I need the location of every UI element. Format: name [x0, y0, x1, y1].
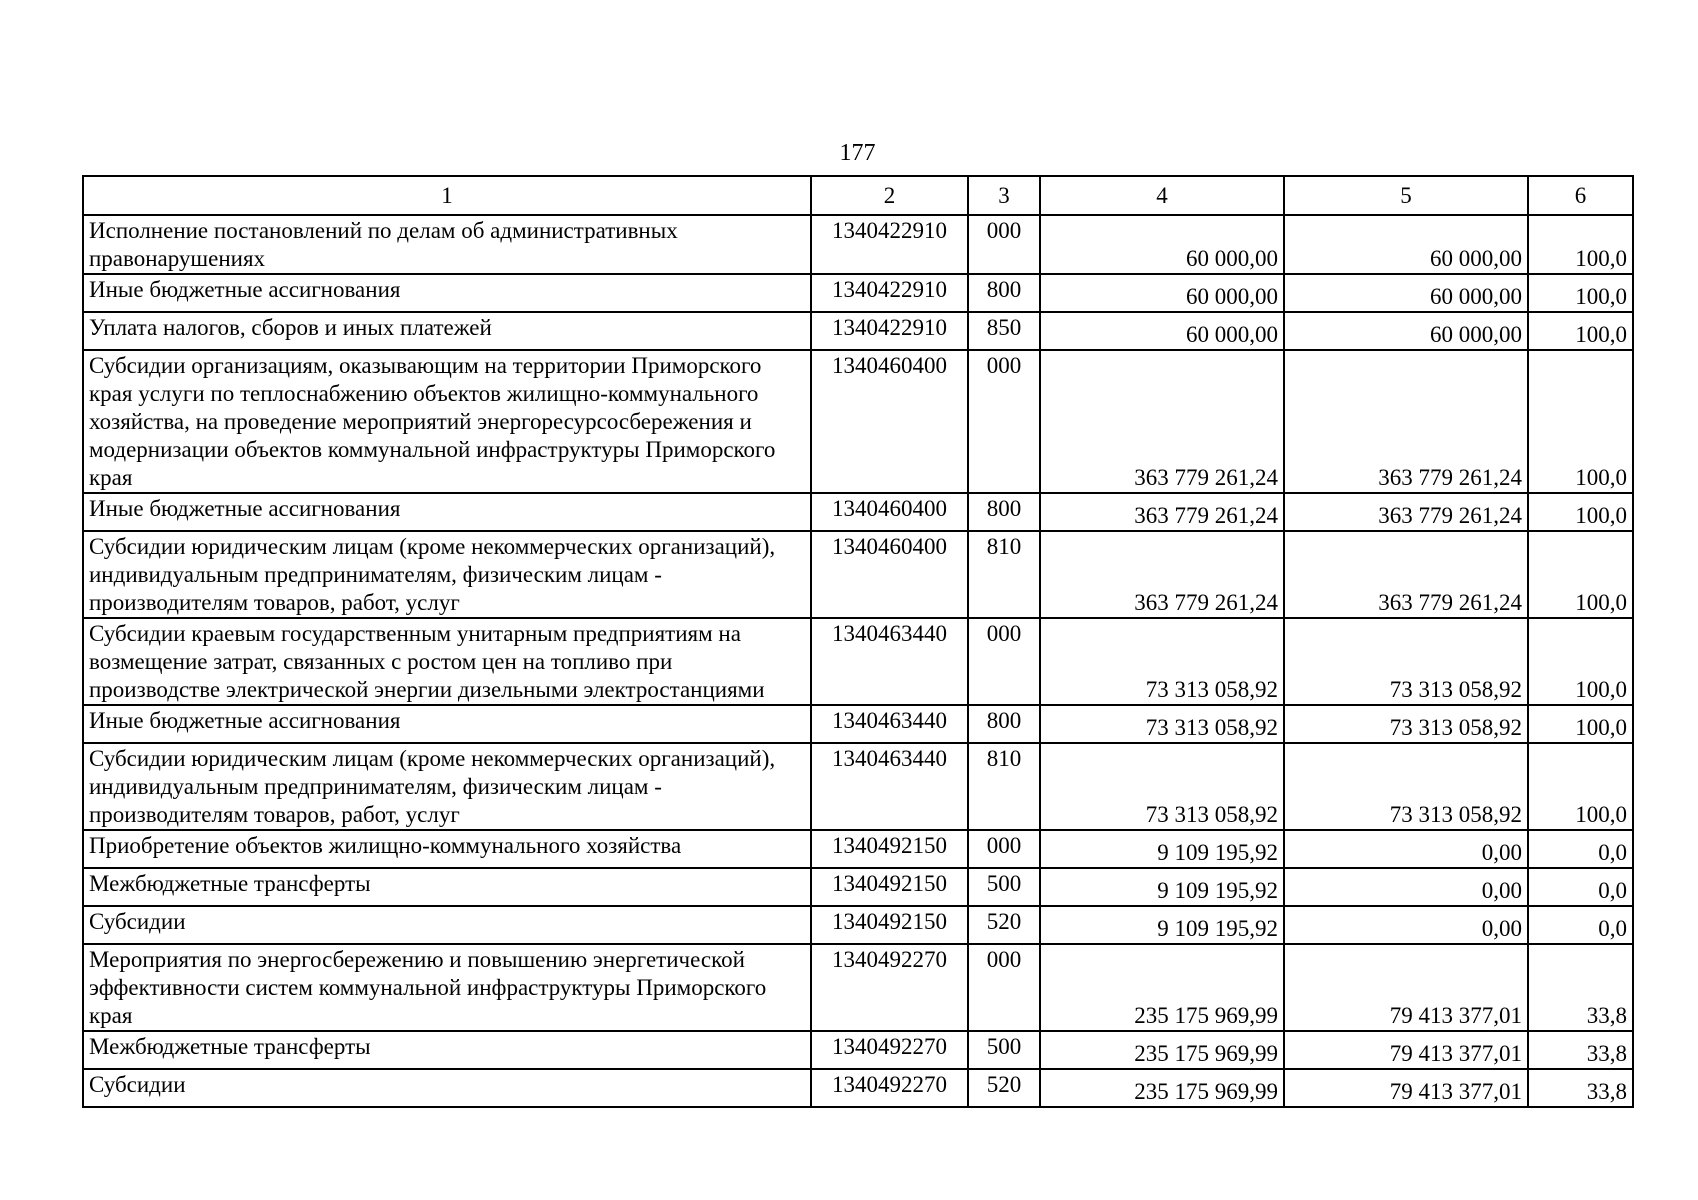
column-header-2: 2 — [811, 176, 968, 215]
row-planned-amount: 73 313 058,92 — [1040, 705, 1284, 743]
table-row — [83, 350, 1633, 493]
row-percent: 33,8 — [1528, 1031, 1633, 1069]
row-percent: 100,0 — [1528, 493, 1633, 531]
table-row — [83, 868, 1633, 906]
table-row — [83, 493, 1633, 531]
row-actual-amount: 79 413 377,01 — [1284, 1031, 1528, 1069]
row-planned-amount: 235 175 969,99 — [1040, 944, 1284, 1031]
row-percent: 100,0 — [1528, 705, 1633, 743]
row-planned-amount: 60 000,00 — [1040, 312, 1284, 350]
row-expense-type: 800 — [968, 493, 1040, 531]
row-percent: 0,0 — [1528, 830, 1633, 868]
row-target-code: 1340492150 — [811, 830, 968, 868]
table-row — [83, 1069, 1633, 1107]
row-expense-type: 520 — [968, 906, 1040, 944]
row-actual-amount: 363 779 261,24 — [1284, 493, 1528, 531]
row-name: Субсидии — [83, 1069, 811, 1107]
row-target-code: 1340492270 — [811, 1031, 968, 1069]
row-expense-type: 000 — [968, 944, 1040, 1031]
table-row — [83, 743, 1633, 830]
row-actual-amount: 0,00 — [1284, 868, 1528, 906]
column-header-3: 3 — [968, 176, 1040, 215]
row-actual-amount: 0,00 — [1284, 830, 1528, 868]
row-actual-amount: 363 779 261,24 — [1284, 350, 1528, 493]
row-planned-amount: 9 109 195,92 — [1040, 830, 1284, 868]
table-row — [83, 906, 1633, 944]
table-row — [83, 1031, 1633, 1069]
row-expense-type: 000 — [968, 215, 1040, 274]
row-actual-amount: 79 413 377,01 — [1284, 944, 1528, 1031]
row-name: Уплата налогов, сборов и иных платежей — [83, 312, 811, 350]
table-row — [83, 944, 1633, 1031]
row-planned-amount: 363 779 261,24 — [1040, 350, 1284, 493]
row-planned-amount: 73 313 058,92 — [1040, 618, 1284, 705]
budget-table — [82, 175, 1634, 1108]
row-name: Межбюджетные трансферты — [83, 1031, 811, 1069]
row-actual-amount: 79 413 377,01 — [1284, 1069, 1528, 1107]
row-name: Иные бюджетные ассигнования — [83, 493, 811, 531]
row-expense-type: 520 — [968, 1069, 1040, 1107]
table-row — [83, 312, 1633, 350]
row-planned-amount: 60 000,00 — [1040, 274, 1284, 312]
row-percent: 33,8 — [1528, 1069, 1633, 1107]
row-target-code: 1340463440 — [811, 705, 968, 743]
row-planned-amount: 73 313 058,92 — [1040, 743, 1284, 830]
row-actual-amount: 73 313 058,92 — [1284, 618, 1528, 705]
row-planned-amount: 235 175 969,99 — [1040, 1069, 1284, 1107]
row-expense-type: 850 — [968, 312, 1040, 350]
row-expense-type: 500 — [968, 1031, 1040, 1069]
row-percent: 100,0 — [1528, 312, 1633, 350]
row-target-code: 1340460400 — [811, 493, 968, 531]
row-target-code: 1340463440 — [811, 743, 968, 830]
row-actual-amount: 60 000,00 — [1284, 215, 1528, 274]
row-planned-amount: 9 109 195,92 — [1040, 906, 1284, 944]
row-percent: 100,0 — [1528, 531, 1633, 618]
column-header-1: 1 — [83, 176, 811, 215]
row-target-code: 1340492270 — [811, 944, 968, 1031]
row-planned-amount: 60 000,00 — [1040, 215, 1284, 274]
row-expense-type: 800 — [968, 705, 1040, 743]
row-name: Субсидии юридическим лицам (кроме некоммерческих организаций), индивидуальным предпринимателям, физическим лицам - производителям товаров, работ, услуг — [83, 743, 811, 830]
row-name: Субсидии — [83, 906, 811, 944]
table-row — [83, 531, 1633, 618]
page-number: 177 — [839, 140, 876, 166]
row-actual-amount: 60 000,00 — [1284, 312, 1528, 350]
row-percent: 100,0 — [1528, 350, 1633, 493]
row-percent: 33,8 — [1528, 944, 1633, 1031]
row-target-code: 1340422910 — [811, 312, 968, 350]
column-header-5: 5 — [1284, 176, 1528, 215]
row-percent: 0,0 — [1528, 868, 1633, 906]
row-target-code: 1340460400 — [811, 531, 968, 618]
row-expense-type: 800 — [968, 274, 1040, 312]
row-expense-type: 000 — [968, 350, 1040, 493]
row-target-code: 1340460400 — [811, 350, 968, 493]
row-name: Иные бюджетные ассигнования — [83, 705, 811, 743]
table-row — [83, 274, 1633, 312]
row-planned-amount: 363 779 261,24 — [1040, 493, 1284, 531]
row-actual-amount: 73 313 058,92 — [1284, 743, 1528, 830]
row-name: Межбюджетные трансферты — [83, 868, 811, 906]
row-target-code: 1340463440 — [811, 618, 968, 705]
table-row — [83, 705, 1633, 743]
row-actual-amount: 363 779 261,24 — [1284, 531, 1528, 618]
row-percent: 100,0 — [1528, 743, 1633, 830]
table-header-row — [83, 176, 1633, 215]
row-expense-type: 810 — [968, 743, 1040, 830]
row-name: Приобретение объектов жилищно-коммунального хозяйства — [83, 830, 811, 868]
row-expense-type: 500 — [968, 868, 1040, 906]
row-name: Иные бюджетные ассигнования — [83, 274, 811, 312]
row-actual-amount: 73 313 058,92 — [1284, 705, 1528, 743]
row-planned-amount: 235 175 969,99 — [1040, 1031, 1284, 1069]
column-header-6: 6 — [1528, 176, 1633, 215]
row-expense-type: 000 — [968, 618, 1040, 705]
row-planned-amount: 363 779 261,24 — [1040, 531, 1284, 618]
row-name: Субсидии юридическим лицам (кроме некоммерческих организаций), индивидуальным предпринимателям, физическим лицам - производителям товаров, работ, услуг — [83, 531, 811, 618]
row-target-code: 1340422910 — [811, 215, 968, 274]
row-planned-amount: 9 109 195,92 — [1040, 868, 1284, 906]
row-target-code: 1340492150 — [811, 906, 968, 944]
row-percent: 100,0 — [1528, 215, 1633, 274]
row-target-code: 1340492270 — [811, 1069, 968, 1107]
table-row — [83, 830, 1633, 868]
row-percent: 100,0 — [1528, 618, 1633, 705]
table-body — [83, 215, 1633, 1107]
row-expense-type: 810 — [968, 531, 1040, 618]
row-actual-amount: 60 000,00 — [1284, 274, 1528, 312]
row-percent: 100,0 — [1528, 274, 1633, 312]
row-actual-amount: 0,00 — [1284, 906, 1528, 944]
row-name: Субсидии организациям, оказывающим на территории Приморского края услуги по теплоснабжению объектов жилищно-коммунального хозяйства, на проведение мероприятий энергоресурсосбережения и модернизации объектов коммунальной инфраструктуры Приморского края — [83, 350, 811, 493]
row-target-code: 1340492150 — [811, 868, 968, 906]
row-percent: 0,0 — [1528, 906, 1633, 944]
table-row — [83, 618, 1633, 705]
row-name: Мероприятия по энергосбережению и повышению энергетической эффективности систем коммунальной инфраструктуры Приморского края — [83, 944, 811, 1031]
row-name: Исполнение постановлений по делам об административных правонарушениях — [83, 215, 811, 274]
row-target-code: 1340422910 — [811, 274, 968, 312]
column-header-4: 4 — [1040, 176, 1284, 215]
table-row — [83, 215, 1633, 274]
row-expense-type: 000 — [968, 830, 1040, 868]
row-name: Субсидии краевым государственным унитарным предприятиям на возмещение затрат, связанных с ростом цен на топливо при производстве электрической энергии дизельными электростанциями — [83, 618, 811, 705]
